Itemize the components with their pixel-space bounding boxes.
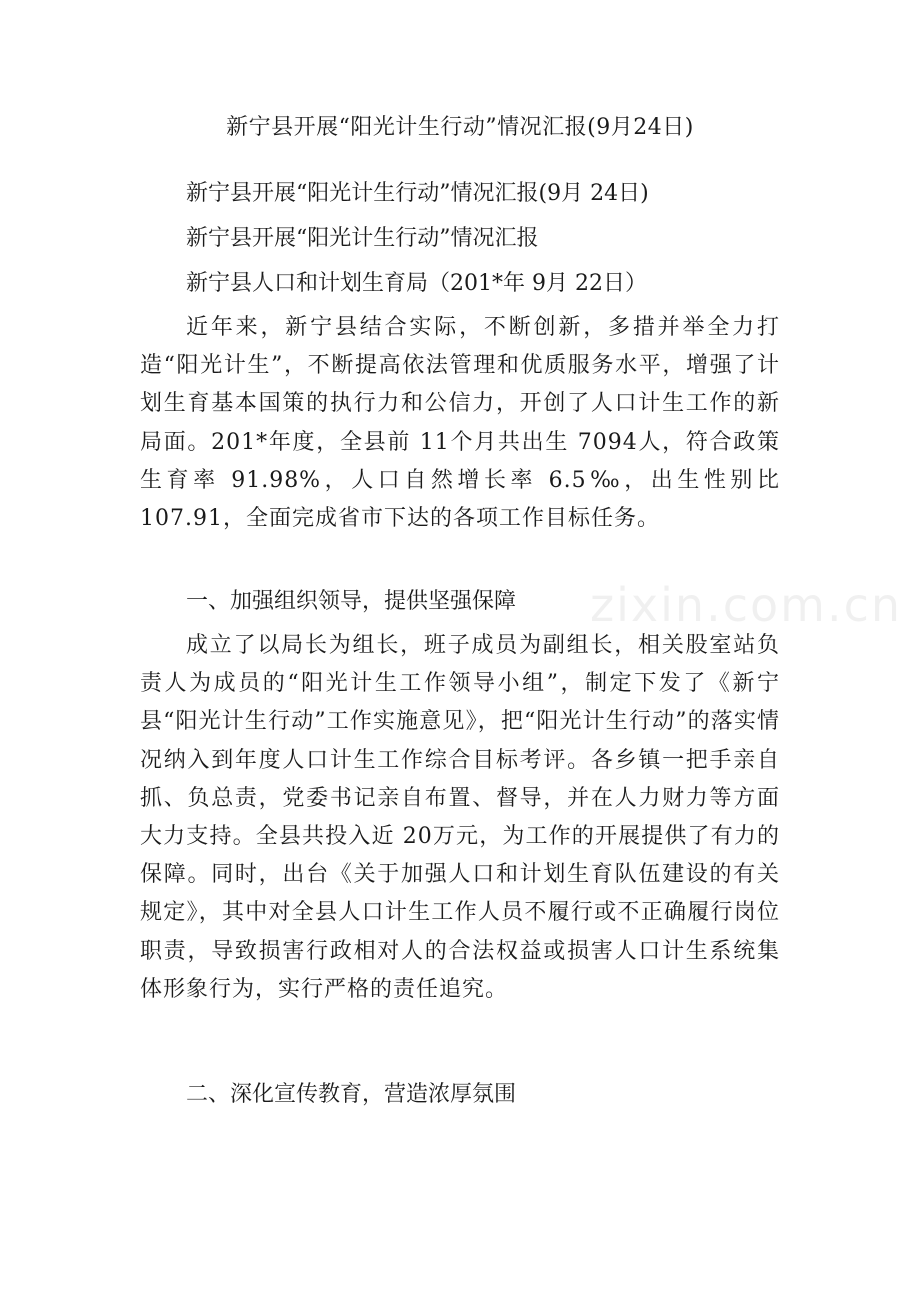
intro-paragraph: 近年来，新宁县结合实际，不断创新，多措并举全力打造“阳光计生”，不断提高依法管理和优质服务水平，增强了计划生育基本国策的执行力和公信力，开创了人口计生工作的新局面。201*年度，全县前 11个月共出生 7094人，符合政策生育率 91.98%，人口自然增长率 6.5‰，出生性别比 107.91，全面完成省市下达的各项工作目标任务。 [140,315,780,532]
document-title: 新宁县开展“阳光计生行动”情况汇报(9月24日) [226,115,694,140]
section-heading: 二、深化宣传教育，营造浓厚氛围 [186,1082,517,1107]
section-heading: 一、加强组织领导，提供坚强保障 [186,589,517,614]
author-date-line: 新宁县人口和计划生育局（201*年 9月 22日） [186,271,647,296]
watermark: zixin.com.cn [590,578,903,632]
report-name-line: 新宁县开展“阳光计生行动”情况汇报 [186,226,539,251]
subtitle-line: 新宁县开展“阳光计生行动”情况汇报(9月 24日) [186,181,649,206]
section-paragraph: 成立了以局长为组长，班子成员为副组长，相关股室站负责人为成员的“阳光计生工作领导小组”，制定下发了《新宁县“阳光计生行动”工作实施意见》，把“阳光计生行动”的落实情况纳入到年度人口计生工作综合目标考评。各乡镇一把手亲自抓、负总责，党委书记亲自布置、督导，并在人力财力等方面大力支持。全县共投入近 20万元，为工作的开展提供了有力的保障。同时，出台《关于加强人口和计划生育队伍建设的有关规定》，其中对全县人口计生工作人员不履行或不正确履行岗位职责，导致损害行政相对人的合法权益或损害人口计生系统集体形象行为，实行严格的责任追究。 [140,633,780,1002]
